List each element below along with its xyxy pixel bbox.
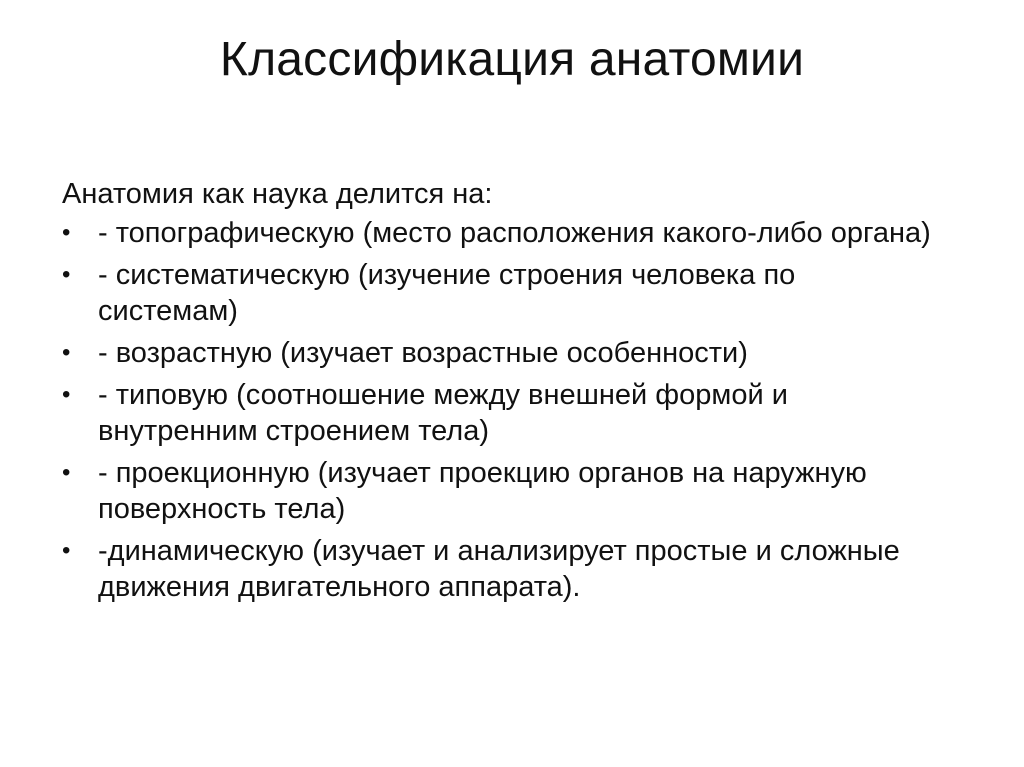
list-item-text: - систематическую (изучение строения человека по системам) [98, 259, 796, 327]
list-item [62, 377, 942, 449]
slide-title: Классификация анатомии [219, 33, 805, 86]
list-item-text: - возрастную (изучает возрастные особенности) [98, 337, 748, 369]
list-item-text: - топографическую (место расположения какого-либо органа) [98, 217, 931, 249]
list-item-text: - типовую (соотношение между внешней формой и внутренним строением тела) [98, 379, 788, 447]
slide-content [62, 176, 942, 611]
list-item [62, 335, 942, 371]
list-item [62, 455, 942, 527]
list-item-text: - проекционную (изучает проекцию органов на наружную поверхность тела) [98, 457, 867, 525]
list-item-text: -динамическую (изучает и анализирует простые и сложные движения двигательного аппарата). [98, 535, 900, 603]
list-item [62, 257, 942, 329]
list-item [62, 215, 942, 251]
intro-text: Анатомия как наука делится на: [62, 178, 493, 210]
list-item [62, 533, 942, 605]
bullet-icon: • [62, 261, 71, 288]
bullet-icon: • [62, 339, 71, 366]
bullet-icon: • [62, 219, 71, 246]
bullet-list [62, 215, 942, 605]
bullet-icon: • [62, 459, 71, 486]
bullet-icon: • [62, 537, 71, 564]
bullet-icon: • [62, 381, 71, 408]
